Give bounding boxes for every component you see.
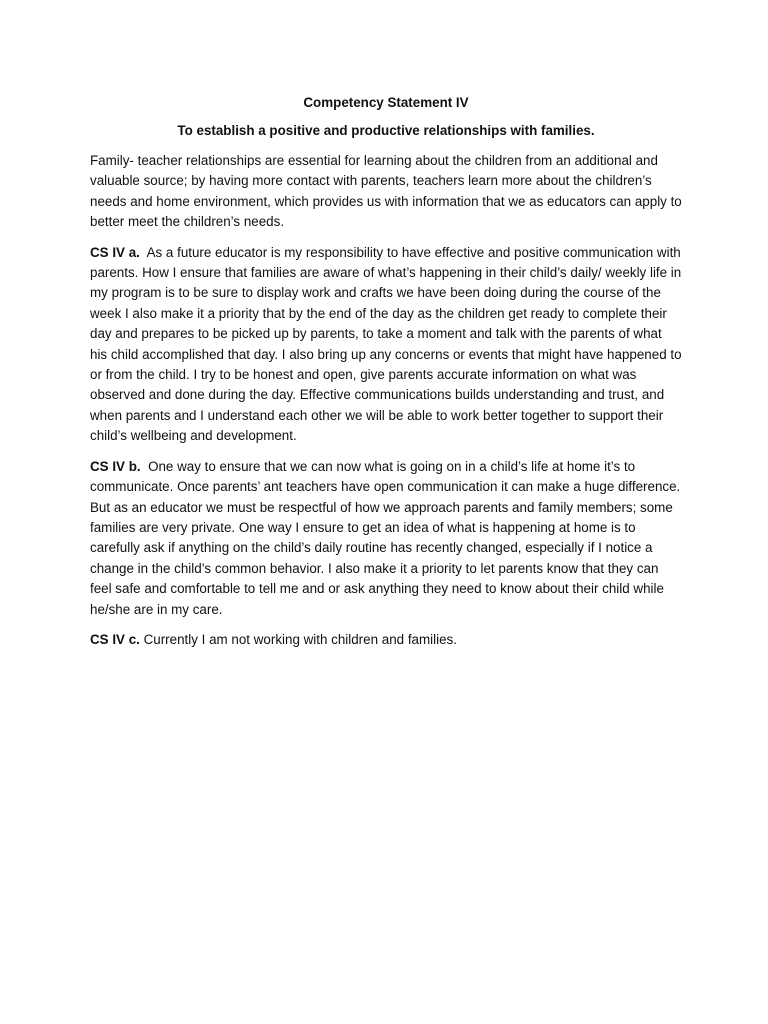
section-cs-iv-a: [90, 243, 682, 447]
document-page: [90, 93, 682, 660]
intro-paragraph: Family- teacher relationships are essential for learning about the children from an additional and valuable source; by having more contact with parents, teachers learn more about the children’s needs and home environment, which provides us with information that we as educators can apply to better meet the children’s needs.: [90, 153, 682, 230]
section-text: Currently I am not working with children and families.: [143, 631, 457, 647]
section-cs-iv-c: [90, 630, 682, 650]
section-label: CS IV b.: [90, 458, 141, 474]
document-title: Competency Statement IV: [303, 95, 469, 110]
section-cs-iv-b: [90, 457, 682, 620]
section-text: One way to ensure that we can now what is going on in a child’s life at home it’s to communicate. Once parents’ ant teachers have open communication it can make a huge difference. But as an educator we must be respectful of how we approach parents and family members; some families are very private. One way I ensure to get an idea of what is happening at home is to carefully ask if anything on the child’s daily routine has recently changed, especially if I notice a change in the child’s common behavior. I also make it a priority to let parents know that they can feel safe and comfortable to tell me and or ask anything they need to know about their child while he/she are in my care.: [90, 458, 681, 617]
section-text: As a future educator is my responsibility to have effective and positive communication with parents. How I ensure that families are aware of what’s happening in their child’s daily/ weekly life in my program is to be sure to display work and crafts we have been doing during the course of the week I also make it a priority that by the end of the day as the children get ready to complete their day and prepares to be picked up by parents, to take a moment and talk with the parents of what his child accomplished that day. I also bring up any concerns or events that might have happened to or from the child. I try to be honest and open, give parents accurate information on what was observed and done during the day. Effective communications builds understanding and trust, and when parents and I understand each other we will be able to work better together to support their child’s wellbeing and development.: [90, 244, 682, 444]
section-label: CS IV a.: [90, 244, 140, 260]
section-label: CS IV c.: [90, 631, 140, 647]
document-subtitle: To establish a positive and productive relationships with families.: [177, 123, 595, 138]
